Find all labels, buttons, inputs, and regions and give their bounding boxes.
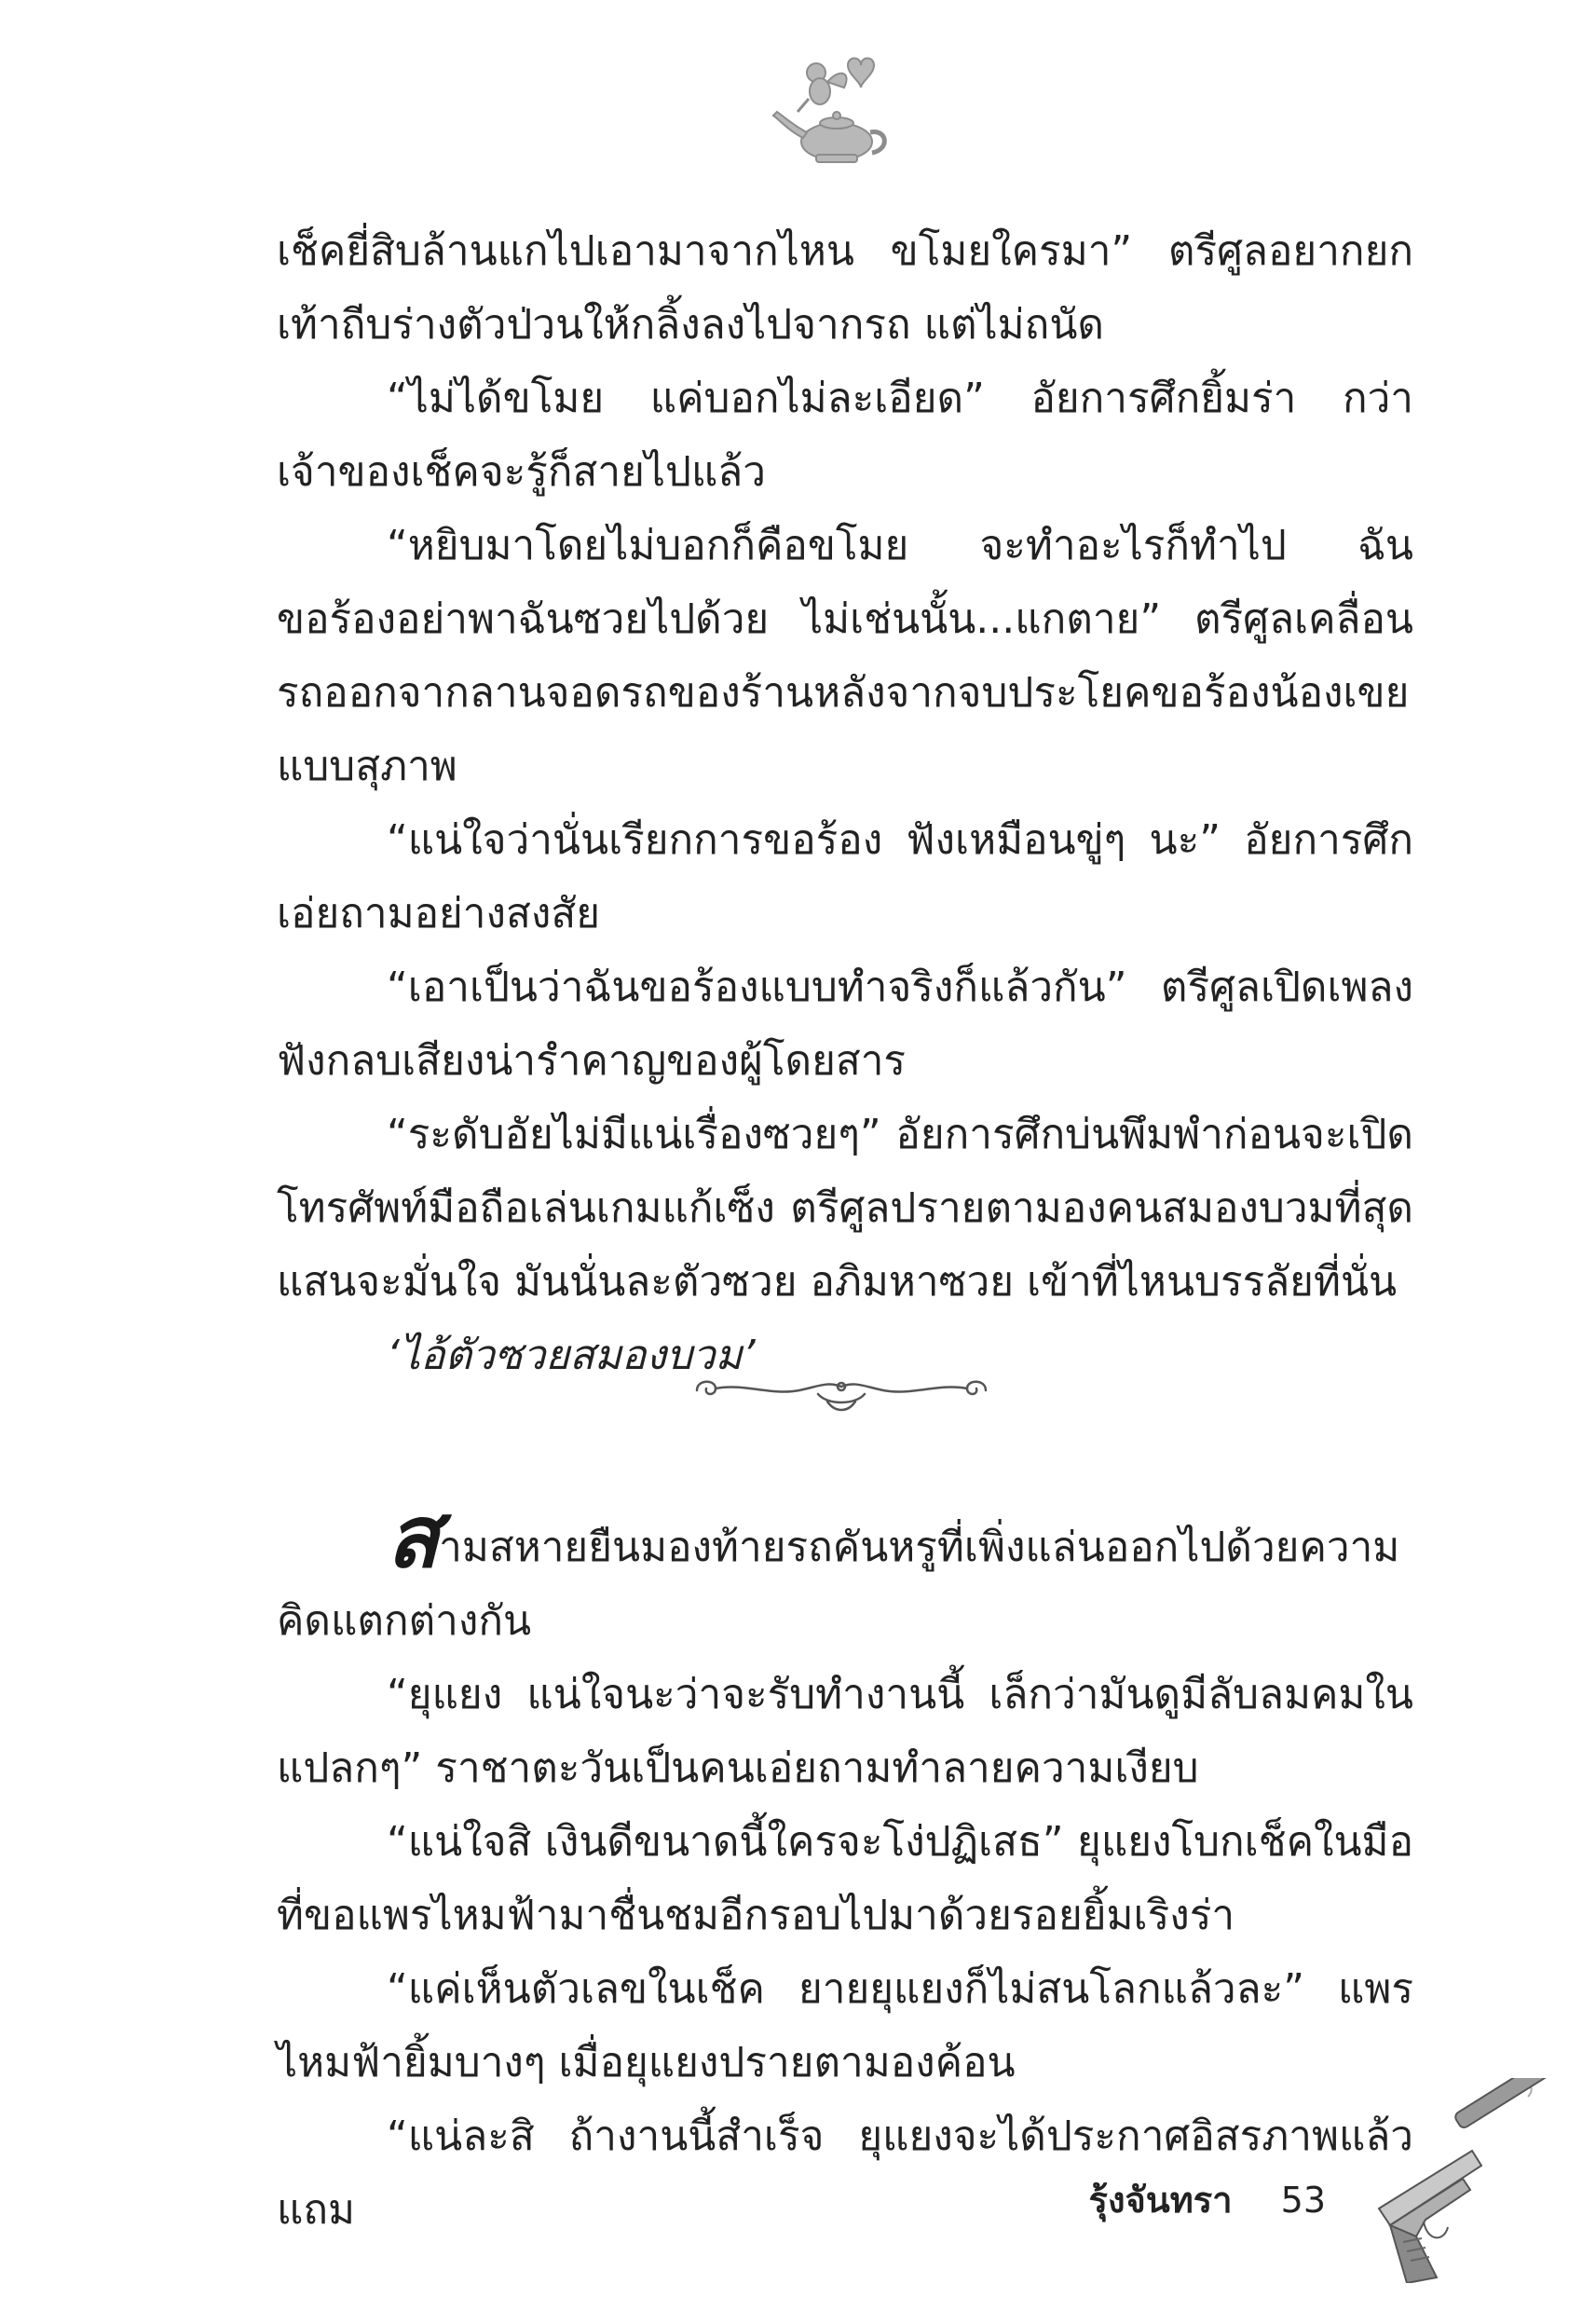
- scroll-flourish-divider-icon: [678, 1359, 1004, 1424]
- drop-cap: ส: [387, 1487, 440, 1587]
- paragraph: “ไม่ได้ขโมย แค่บอกไม่ละเอียด” อัยการศึกยิ้มร่า กว่าเจ้าของเช็คจะรู้ก็สายไปแล้ว: [277, 375, 1413, 496]
- italic-thought: ‘ไอ้ตัวซวยสมองบวม’: [387, 1332, 756, 1379]
- pistol-silencer-icon: [1351, 2078, 1556, 2283]
- paragraph-text: ามสหายยืนมองท้ายรถคันหรูที่เพิ่งแล่นออกไปด้วยความคิดแตกต่างกัน: [277, 1524, 1400, 1645]
- paragraph: “แน่ใจว่านั่นเรียกการขอร้อง ฟังเหมือนขู่ๆ นะ” อัยการศึกเอ่ยถามอย่างสงสัย: [277, 816, 1413, 937]
- paragraph: “แค่เห็นตัวเลขในเช็ค ยายยุแยงก็ไม่สนโลกแล้วละ” แพรไหมฟ้ายิ้มบางๆ เมื่อยุแยงปรายตามองค้อน: [277, 1965, 1413, 2086]
- paragraph: “ยุแยง แน่ใจนะว่าจะรับทำงานนี้ เล็กว่ามันดูมีลับลมคมในแปลกๆ” ราชาตะวันเป็นคนเอ่ยถามทำลายความเงียบ: [277, 1671, 1413, 1792]
- paragraph-with-dropcap: [277, 1487, 1413, 1658]
- story-text-top: [277, 214, 1413, 1392]
- book-title: รุ้งจันทรา: [1088, 2180, 1233, 2221]
- paragraph: เช็คยี่สิบล้านแกไปเอามาจากไหน ขโมยใครมา” ตรีศูลอยากยกเท้าถีบร่างตัวป่วนให้กลิ้งลงไปจากรถ แต่ไม่ถนัด: [277, 227, 1413, 349]
- paragraph: “หยิบมาโดยไม่บอกก็คือขโมย จะทำอะไรก็ทำไป ฉันขอร้องอย่าพาฉันซวยไปด้วย ไม่เช่นนั้น...แกตาย” ตรีศูลเคลื่อนรถออกจากลานจอดรถของร้านหลังจากจบประโยคขอร้องน้องเขยแบบสุภาพ: [277, 522, 1413, 790]
- paragraph: “ระดับอัยไม่มีแน่เรื่องซวยๆ” อัยการศึกบ่นพึมพำก่อนจะเปิดโทรศัพท์มือถือเล่นเกมแก้เซ็ง ตรีศูลปรายตามองคนสมองบวมที่สุดแสนจะมั่นใจ มันนั่นละตัวซวย อภิมหาซวย เข้าที่ไหนบรรลัยที่นั่น: [277, 1111, 1413, 1306]
- page-footer: [1089, 2171, 1326, 2228]
- page-number: 53: [1280, 2180, 1326, 2221]
- paragraph: “แน่ละสิ ถ้างานนี้สำเร็จ ยุแยงจะได้ประกาศอิสรภาพแล้ว แถม: [277, 2113, 1413, 2234]
- paragraph: “แน่ใจสิ เงินดีขนาดนี้ใครจะโง่ปฏิเสธ” ยุแยงโบกเช็คในมือที่ขอแพรไหมฟ้ามาชื่นชมอีกรอบไปมาด้วยรอยยิ้มเริงร่า: [277, 1818, 1413, 1939]
- teapot-cupid-ornament-icon: [751, 45, 909, 175]
- paragraph: “เอาเป็นว่าฉันขอร้องแบบทำจริงก็แล้วกัน” ตรีศูลเปิดเพลงฟังกลบเสียงน่ารำคาญของผู้โดยสาร: [277, 964, 1413, 1085]
- story-text-bottom: [277, 1487, 1413, 2247]
